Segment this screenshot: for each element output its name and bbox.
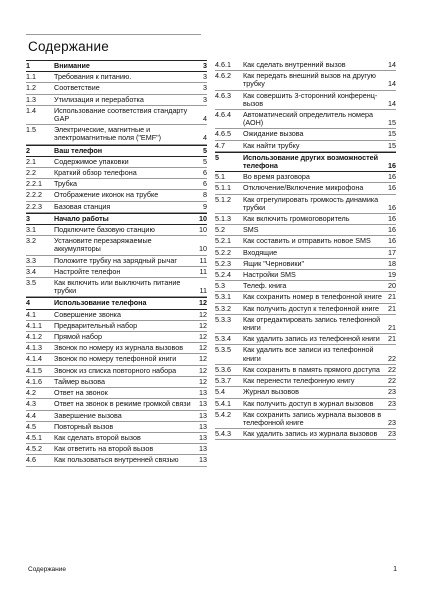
toc-number: 5.3 bbox=[215, 281, 225, 291]
toc-number: 1.5 bbox=[26, 125, 36, 135]
toc-row[interactable] bbox=[215, 399, 396, 410]
toc-title: Установите перезаряжаемые аккумуляторы bbox=[54, 236, 152, 254]
toc-row[interactable] bbox=[215, 214, 396, 225]
toc-title: Требования к питанию. bbox=[54, 72, 132, 82]
toc-number: 4.3 bbox=[26, 399, 36, 409]
toc-number: 4.1.3 bbox=[26, 343, 42, 353]
toc-page: 10 bbox=[199, 244, 207, 254]
toc-page: 12 bbox=[199, 332, 207, 342]
toc-page: 13 bbox=[199, 432, 207, 442]
toc-title: Как найти трубку bbox=[243, 140, 300, 150]
toc-title: Ответ на звонок bbox=[54, 388, 108, 398]
toc-title: Базовая станция bbox=[54, 201, 111, 211]
toc-row[interactable] bbox=[26, 332, 207, 343]
toc-number: 1.3 bbox=[26, 94, 36, 104]
toc-page: 16 bbox=[388, 214, 396, 224]
toc-page: 16 bbox=[388, 236, 396, 246]
toc-page: 6 bbox=[203, 168, 207, 178]
toc-number: 3.4 bbox=[26, 266, 36, 276]
toc-title: Использование соответствия стандарту GAP bbox=[54, 105, 188, 124]
toc-page: 21 bbox=[388, 292, 396, 302]
toc-row[interactable] bbox=[215, 225, 396, 236]
toc-page: 12 bbox=[199, 354, 207, 364]
toc-page: 12 bbox=[199, 298, 207, 308]
toc-number: 2 bbox=[26, 145, 30, 155]
toc-number: 2.2 bbox=[26, 168, 36, 178]
toc-page: 4 bbox=[203, 114, 207, 124]
toc-page: 3 bbox=[203, 94, 207, 104]
toc-row[interactable] bbox=[215, 91, 396, 110]
toc-row[interactable] bbox=[26, 83, 207, 94]
toc-row[interactable] bbox=[26, 321, 207, 332]
toc-page: 11 bbox=[199, 255, 207, 265]
toc-title: Как совершить 3-сторонний конференц-вызов bbox=[243, 90, 378, 108]
toc-title: Ваш телефон bbox=[54, 145, 103, 155]
toc-page: 12 bbox=[199, 376, 207, 386]
toc-row[interactable] bbox=[26, 343, 207, 354]
toc-page: 21 bbox=[388, 303, 396, 313]
toc-page: 5 bbox=[203, 156, 207, 166]
toc-page: 8 bbox=[203, 190, 207, 200]
toc-page: 10 bbox=[199, 213, 207, 223]
toc-row[interactable] bbox=[215, 304, 396, 315]
toc-title: Ящик "Черновики" bbox=[243, 258, 305, 268]
toc-number: 5.2.1 bbox=[215, 236, 231, 246]
toc-row[interactable] bbox=[26, 106, 207, 125]
toc-row[interactable] bbox=[215, 71, 396, 90]
toc-row[interactable] bbox=[215, 236, 396, 247]
toc-title: Соответствие bbox=[54, 83, 100, 93]
toc-title: Отключение/Включение микрофона bbox=[243, 183, 364, 193]
toc-row[interactable] bbox=[26, 444, 207, 455]
toc-title: Звонок из списка повторного набора bbox=[54, 365, 177, 375]
toc-page: 6 bbox=[203, 179, 207, 189]
toc-row[interactable] bbox=[215, 281, 396, 292]
toc-title: Внимание bbox=[54, 61, 90, 70]
toc-title: Краткий обзор телефона bbox=[54, 168, 137, 178]
toc-row[interactable] bbox=[215, 429, 396, 440]
toc-page: 12 bbox=[199, 343, 207, 353]
toc-number: 4.1.4 bbox=[26, 354, 42, 364]
toc-title: Ответ на звонок в режиме громкой связи bbox=[54, 399, 191, 409]
toc-page: 16 bbox=[388, 202, 396, 212]
toc-page: 12 bbox=[199, 309, 207, 319]
toc-page: 16 bbox=[388, 172, 396, 182]
toc-number: 4.6.2 bbox=[215, 71, 231, 81]
toc-title: Во время разговора bbox=[243, 172, 310, 182]
toc-title: Как включить или выключить питание трубки bbox=[54, 278, 181, 296]
toc-number: 4.1.2 bbox=[26, 332, 42, 342]
toc-page: 15 bbox=[388, 140, 396, 150]
toc-page: 11 bbox=[199, 266, 207, 276]
toc-row[interactable] bbox=[215, 270, 396, 281]
toc-row[interactable] bbox=[215, 345, 396, 364]
toc-chapter-row[interactable] bbox=[26, 145, 207, 157]
toc-row[interactable] bbox=[26, 366, 207, 377]
toc-title: Телеф. книга bbox=[243, 281, 287, 291]
toc-title: Таймер вызова bbox=[54, 376, 105, 386]
toc-title: Как включить громкоговоритель bbox=[243, 214, 350, 224]
toc-row[interactable] bbox=[26, 168, 207, 179]
toc-title: Как сохранить в память прямого доступа bbox=[243, 364, 380, 374]
toc-row[interactable] bbox=[26, 422, 207, 433]
toc-title: Как отрегулировать громкость динамика трубки bbox=[243, 194, 379, 212]
toc-row[interactable] bbox=[26, 72, 207, 83]
toc-row[interactable] bbox=[215, 292, 396, 303]
toc-page: 13 bbox=[199, 399, 207, 409]
toc-row[interactable] bbox=[215, 129, 396, 140]
toc-number: 4.6 bbox=[26, 455, 36, 465]
toc-number: 1.4 bbox=[26, 105, 36, 115]
toc-number: 5.1 bbox=[215, 172, 225, 182]
toc-page: 3 bbox=[203, 83, 207, 93]
toc-title: Повторный вызов bbox=[54, 421, 114, 431]
toc-chapter-row[interactable] bbox=[26, 213, 207, 225]
toc-number: 5.3.6 bbox=[215, 364, 231, 374]
toc-title: Как пользоваться внутренней связью bbox=[54, 455, 179, 465]
toc-page: 13 bbox=[199, 421, 207, 431]
toc-title: Как ответить на второй вызов bbox=[54, 444, 154, 454]
toc-row[interactable] bbox=[26, 278, 207, 297]
toc-title: Звонок по номеру телефонной книги bbox=[54, 354, 177, 364]
toc-number: 1.1 bbox=[26, 72, 36, 82]
toc-row[interactable] bbox=[215, 60, 396, 71]
toc-number: 5.2.4 bbox=[215, 270, 231, 280]
toc-title: Автоматический определитель номера (АОН) bbox=[243, 110, 373, 128]
toc-number: 5.3.2 bbox=[215, 303, 231, 313]
toc-page: 14 bbox=[388, 60, 396, 69]
toc-page: 12 bbox=[199, 320, 207, 330]
toc-title: Использование телефона bbox=[54, 298, 147, 308]
toc-number: 4 bbox=[26, 298, 30, 308]
toc-row[interactable] bbox=[215, 376, 396, 387]
toc-number: 4.5.2 bbox=[26, 444, 42, 454]
toc-row[interactable] bbox=[26, 190, 207, 201]
toc-number: 3.1 bbox=[26, 225, 36, 235]
toc-number: 5.4.2 bbox=[215, 409, 231, 419]
toc-title: Совершение звонка bbox=[54, 309, 121, 319]
toc-number: 5.3.7 bbox=[215, 376, 231, 386]
toc-number: 5.4.1 bbox=[215, 398, 231, 408]
toc-number: 4.6.5 bbox=[215, 129, 231, 139]
toc-number: 2.2.1 bbox=[26, 179, 42, 189]
toc-title: Содержимое упаковки bbox=[54, 156, 129, 166]
toc-row[interactable] bbox=[215, 387, 396, 398]
toc-number: 4.1.6 bbox=[26, 376, 42, 386]
page-title: Содержание bbox=[28, 39, 109, 54]
toc-column-right bbox=[215, 60, 396, 440]
toc-row[interactable] bbox=[26, 455, 207, 466]
toc-page: 11 bbox=[199, 286, 207, 296]
toc-number: 2.1 bbox=[26, 156, 36, 166]
toc-title: Как передать внешний вызов на другую трубку bbox=[243, 71, 376, 89]
toc-row[interactable] bbox=[26, 388, 207, 399]
toc-page: 15 bbox=[388, 129, 396, 139]
toc-title: Положите трубку на зарядный рычаг bbox=[54, 255, 177, 265]
toc-number: 3.2 bbox=[26, 236, 36, 246]
toc-row[interactable] bbox=[26, 95, 207, 106]
toc-title: Звонок по номеру из журнала вызовов bbox=[54, 343, 184, 353]
toc-title: Электрические, магнитные и электромагнитные поля ("EMF") bbox=[54, 125, 162, 143]
toc-page: 5 bbox=[203, 145, 207, 155]
toc-row[interactable] bbox=[26, 411, 207, 422]
toc-row[interactable] bbox=[26, 179, 207, 190]
toc-page: 14 bbox=[388, 79, 396, 89]
toc-number: 3.5 bbox=[26, 278, 36, 288]
toc-number: 5.1.2 bbox=[215, 194, 231, 204]
toc-number: 2.2.3 bbox=[26, 201, 42, 211]
toc-number: 4.6.4 bbox=[215, 110, 231, 120]
toc-title: Как получить доступ в журнал вызовов bbox=[243, 398, 374, 408]
toc-page: 18 bbox=[388, 258, 396, 268]
toc-number: 5 bbox=[215, 152, 219, 162]
toc-number: 5.3.1 bbox=[215, 292, 231, 302]
toc-page: 14 bbox=[388, 98, 396, 108]
toc-page: 10 bbox=[199, 225, 207, 235]
toc-title: Настройте телефон bbox=[54, 266, 121, 276]
toc-number: 1 bbox=[26, 61, 30, 70]
toc-row[interactable] bbox=[215, 195, 396, 214]
toc-title: Как сделать второй вызов bbox=[54, 432, 141, 442]
toc-page: 3 bbox=[203, 72, 207, 82]
toc-number: 1.2 bbox=[26, 83, 36, 93]
toc-page: 13 bbox=[199, 388, 207, 398]
toc-page: 23 bbox=[388, 417, 396, 427]
toc-number: 3 bbox=[26, 213, 30, 223]
toc-number: 5.4 bbox=[215, 387, 225, 397]
toc-number: 5.3.5 bbox=[215, 345, 231, 355]
toc-page: 22 bbox=[388, 353, 396, 363]
toc-title: Как сохранить номер в телефонной книге bbox=[243, 292, 382, 302]
toc-page: 22 bbox=[388, 376, 396, 386]
toc-number: 5.3.4 bbox=[215, 334, 231, 344]
toc-row[interactable] bbox=[215, 259, 396, 270]
toc-title: Начало работы bbox=[54, 213, 109, 223]
toc-title: Предварительный набор bbox=[54, 320, 138, 330]
toc-title: Как удалить все записи из телефонной книги bbox=[243, 345, 374, 363]
toc-row[interactable] bbox=[215, 410, 396, 429]
title-rule bbox=[26, 34, 201, 35]
toc-page: 15 bbox=[388, 118, 396, 128]
toc-row[interactable] bbox=[26, 225, 207, 236]
toc-page: 17 bbox=[388, 247, 396, 257]
toc-row[interactable] bbox=[26, 236, 207, 255]
toc-title: Отображение иконок на трубке bbox=[54, 190, 159, 200]
toc-page: 3 bbox=[203, 61, 207, 70]
toc-row[interactable] bbox=[215, 365, 396, 376]
toc-number: 5.4.3 bbox=[215, 429, 231, 439]
toc-page: 16 bbox=[388, 225, 396, 235]
toc-page: 21 bbox=[388, 334, 396, 344]
toc-title: Как получить доступ к телефонной книге bbox=[243, 303, 380, 313]
toc-row[interactable] bbox=[26, 433, 207, 444]
toc-number: 5.1.1 bbox=[215, 183, 231, 193]
toc-page: 22 bbox=[388, 364, 396, 374]
toc-page: 13 bbox=[199, 410, 207, 420]
toc-number: 4.1.1 bbox=[26, 320, 42, 330]
toc-title: Как перенести телефонную книгу bbox=[243, 376, 355, 386]
toc-row[interactable] bbox=[26, 310, 207, 321]
toc-row[interactable] bbox=[215, 248, 396, 259]
toc-page: 13 bbox=[199, 444, 207, 454]
toc-number: 5.2 bbox=[215, 225, 225, 235]
toc-number: 3.3 bbox=[26, 255, 36, 265]
toc-row[interactable] bbox=[26, 354, 207, 365]
toc-title: Ожидание вызова bbox=[243, 129, 304, 139]
toc-number: 4.4 bbox=[26, 410, 36, 420]
toc-title: Прямой набор bbox=[54, 332, 103, 342]
toc-title: Как сделать внутренний вызов bbox=[243, 60, 346, 69]
toc-number: 4.5 bbox=[26, 421, 36, 431]
toc-row[interactable] bbox=[26, 157, 207, 168]
toc-row[interactable] bbox=[26, 267, 207, 278]
toc-page: 19 bbox=[388, 270, 396, 280]
toc-row[interactable] bbox=[215, 183, 396, 194]
toc-title: Завершение вызова bbox=[54, 410, 122, 420]
toc-title: Подключите базовую станцию bbox=[54, 225, 155, 235]
toc-title: SMS bbox=[243, 225, 259, 235]
toc-column-left bbox=[26, 60, 207, 467]
toc-number: 4.6.1 bbox=[215, 60, 231, 69]
toc-number: 4.2 bbox=[26, 388, 36, 398]
toc-row[interactable] bbox=[26, 202, 207, 213]
toc-title: Журнал вызовов bbox=[243, 387, 299, 397]
toc-page: 9 bbox=[203, 201, 207, 211]
toc-row[interactable] bbox=[26, 377, 207, 388]
toc-title: Как удалить запись из телефонной книги bbox=[243, 334, 380, 344]
toc-page: 16 bbox=[388, 183, 396, 193]
toc-number: 5.3.3 bbox=[215, 314, 231, 324]
footer-label: Содержание bbox=[28, 566, 66, 573]
toc-number: 4.5.1 bbox=[26, 432, 42, 442]
toc-page: 13 bbox=[199, 455, 207, 465]
toc-number: 4.6.3 bbox=[215, 90, 231, 100]
toc-row[interactable] bbox=[215, 141, 396, 152]
toc-chapter-row[interactable] bbox=[26, 60, 207, 72]
toc-title: Входящие bbox=[243, 247, 278, 257]
toc-title: Как удалить запись из журнала вызовов bbox=[243, 429, 378, 439]
toc-title: Настройки SMS bbox=[243, 270, 296, 280]
toc-row[interactable] bbox=[215, 110, 396, 129]
toc-number: 4.1 bbox=[26, 309, 36, 319]
toc-row[interactable] bbox=[26, 125, 207, 144]
toc-title: Как составить и отправить новое SMS bbox=[243, 236, 371, 246]
toc-page: 4 bbox=[203, 133, 207, 143]
toc-number: 2.2.2 bbox=[26, 190, 42, 200]
toc-row[interactable] bbox=[215, 315, 396, 334]
toc-number: 4.7 bbox=[215, 140, 225, 150]
toc-title: Как сохранить запись журнала вызовов в телефонной книге bbox=[243, 409, 382, 427]
toc-number: 5.1.3 bbox=[215, 214, 231, 224]
toc-chapter-row[interactable] bbox=[26, 297, 207, 309]
toc-page: 23 bbox=[388, 398, 396, 408]
toc-title: Как отредактировать запись телефонной книги bbox=[243, 314, 381, 333]
toc-title: Трубка bbox=[54, 179, 77, 189]
toc-row[interactable] bbox=[215, 172, 396, 183]
toc-page: 20 bbox=[388, 281, 396, 291]
toc-row[interactable] bbox=[215, 334, 396, 345]
toc-row[interactable] bbox=[26, 256, 207, 267]
toc-row[interactable] bbox=[26, 399, 207, 410]
toc-title: Утилизация и переработка bbox=[54, 94, 144, 104]
page-number: 1 bbox=[393, 566, 397, 573]
toc-chapter-row[interactable] bbox=[215, 152, 396, 172]
toc-page: 23 bbox=[388, 429, 396, 439]
toc-title: Использование других возможностей телефона bbox=[243, 152, 379, 171]
toc-number: 4.1.5 bbox=[26, 365, 42, 375]
toc-page: 23 bbox=[388, 387, 396, 397]
toc-number: 5.2.3 bbox=[215, 258, 231, 268]
toc-page: 21 bbox=[388, 323, 396, 333]
toc-page: 16 bbox=[388, 161, 396, 171]
toc-number: 5.2.2 bbox=[215, 247, 231, 257]
toc-page: 12 bbox=[199, 365, 207, 375]
